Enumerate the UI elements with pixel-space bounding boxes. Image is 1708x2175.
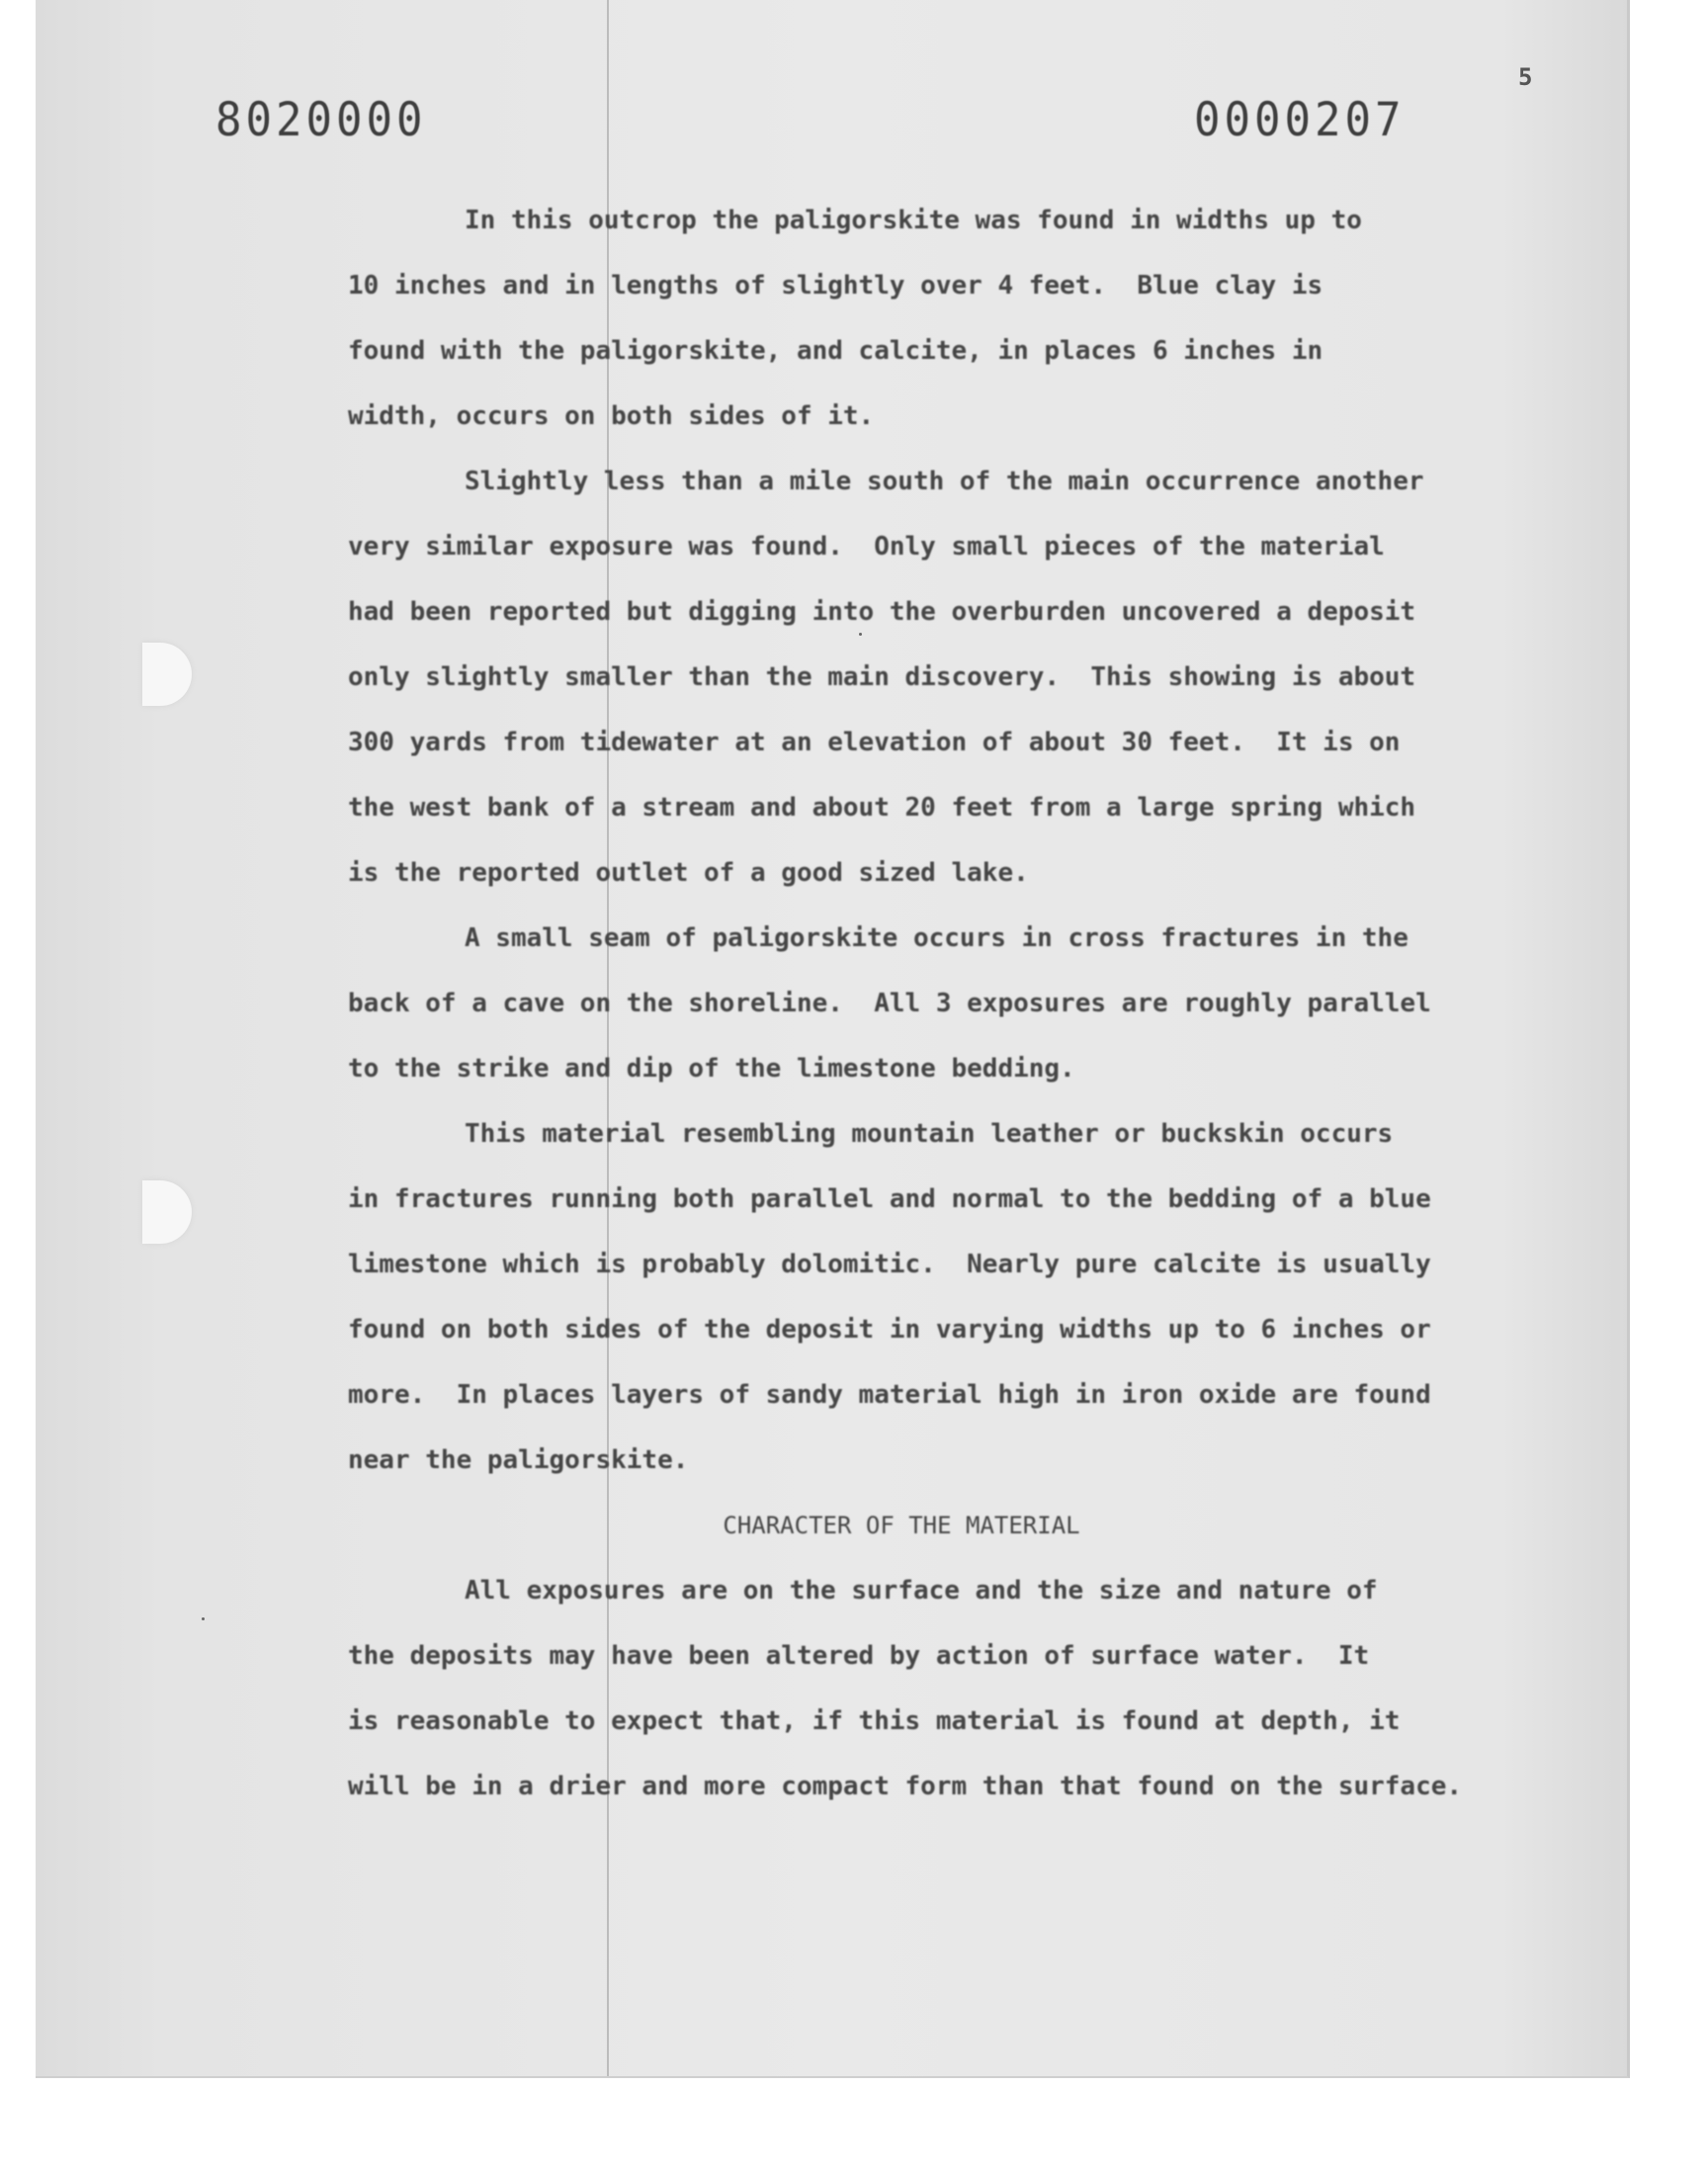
paragraph-4 <box>348 1101 1554 1493</box>
text-line: found with the paligorskite, and calcite, in places 6 inches in <box>348 336 1324 366</box>
text-line: in fractures running both parallel and normal to the bedding of a blue <box>348 1184 1431 1214</box>
text-line: All exposures are on the surface and the size and nature of <box>465 1576 1378 1606</box>
text-line: more. In places layers of sandy material high in iron oxide are found <box>348 1380 1431 1410</box>
text-line: near the paligorskite. <box>348 1445 689 1475</box>
document-stamp-right: 0000207 <box>1194 92 1406 148</box>
section-heading: CHARACTER OF THE MATERIAL <box>723 1512 1080 1539</box>
text-line: is reasonable to expect that, if this material is found at depth, it <box>348 1706 1401 1736</box>
dust-speck <box>202 1617 205 1620</box>
text-line: back of a cave on the shoreline. All 3 exposures are roughly parallel <box>348 989 1431 1018</box>
text-line: This material resembling mountain leather or buckskin occurs <box>465 1119 1394 1149</box>
paragraph-1 <box>348 188 1554 449</box>
text-line: A small seam of paligorskite occurs in cross fractures in the <box>465 923 1409 953</box>
text-line: the west bank of a stream and about 20 feet from a large spring which <box>348 793 1416 823</box>
text-line: 300 yards from tidewater at an elevation of about 30 feet. It is on <box>348 728 1401 757</box>
text-line: 10 inches and in lengths of slightly over 4 feet. Blue clay is <box>348 271 1324 301</box>
text-line: Slightly less than a mile south of the main occurrence another <box>465 467 1424 496</box>
text-line: found on both sides of the deposit in varying widths up to 6 inches or <box>348 1315 1431 1345</box>
text-line: only slightly smaller than the main discovery. This showing is about <box>348 662 1416 692</box>
paragraph-5 <box>348 1558 1554 1819</box>
text-line: In this outcrop the paligorskite was found in widths up to <box>465 206 1362 235</box>
punch-hole-upper <box>142 643 192 706</box>
document-stamp-left: 8020000 <box>215 92 427 148</box>
document-body <box>348 188 1554 1819</box>
page-number: 5 <box>1518 63 1533 91</box>
text-line: the deposits may have been altered by action of surface water. It <box>348 1641 1370 1671</box>
text-line: very similar exposure was found. Only small pieces of the material <box>348 532 1385 562</box>
text-line: limestone which is probably dolomitic. Nearly pure calcite is usually <box>348 1250 1431 1279</box>
paragraph-2 <box>348 449 1554 906</box>
text-line: is the reported outlet of a good sized lake. <box>348 858 1029 888</box>
text-line: width, occurs on both sides of it. <box>348 401 875 431</box>
text-line: will be in a drier and more compact form than that found on the surface. <box>348 1772 1463 1801</box>
punch-hole-lower <box>142 1180 192 1244</box>
text-line: had been reported but digging into the overburden uncovered a deposit <box>348 597 1416 627</box>
paragraph-3 <box>348 906 1554 1101</box>
text-line: to the strike and dip of the limestone bedding. <box>348 1054 1075 1084</box>
